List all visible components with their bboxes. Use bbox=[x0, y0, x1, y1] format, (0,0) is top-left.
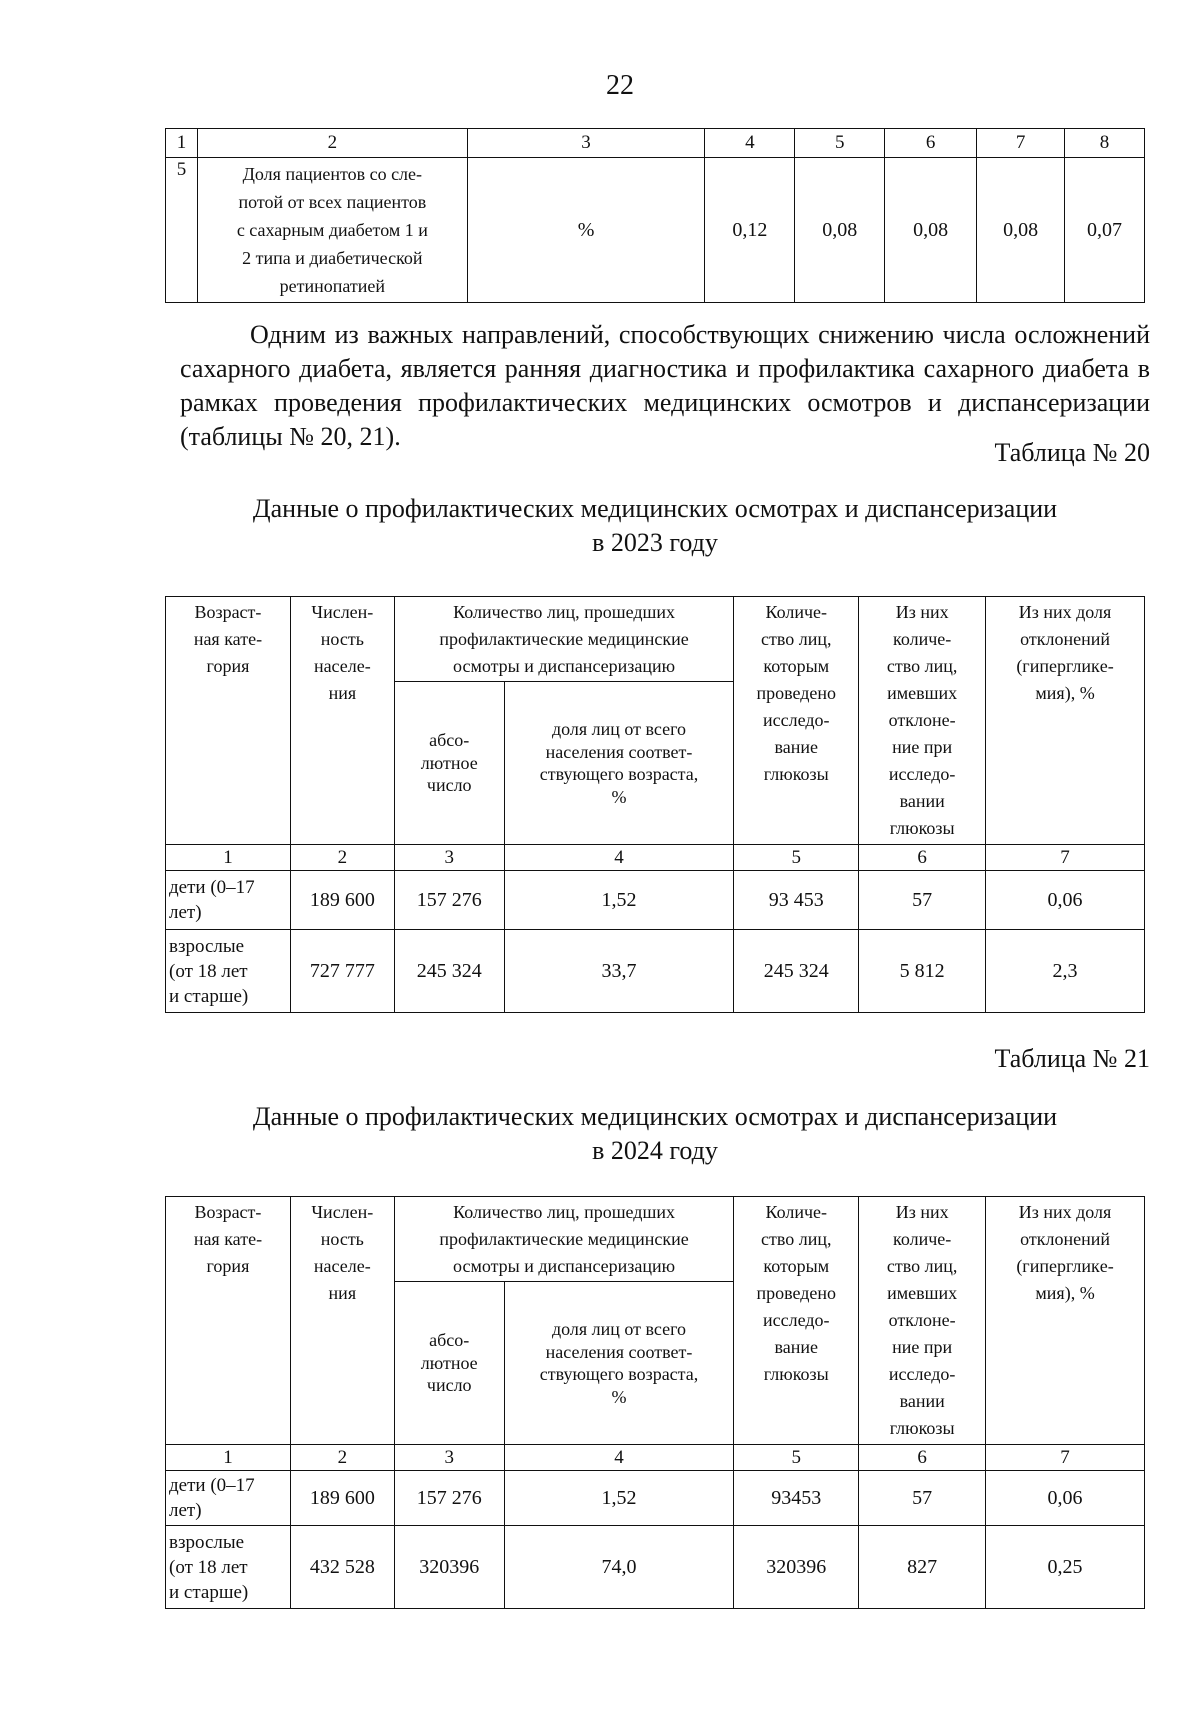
value-cell: 245 324 bbox=[734, 930, 859, 1013]
header-cell: 2 bbox=[197, 129, 467, 158]
value-cell: 0,25 bbox=[986, 1526, 1145, 1609]
value-cell: 432 528 bbox=[290, 1526, 394, 1609]
unit-cell: % bbox=[467, 158, 705, 303]
header-examined-group: Количество лиц, прошедших профилактические медицинские осмотры и диспансеризацию bbox=[394, 597, 734, 682]
header-glucose-tested: Количе- ство лиц, которым проведено исследо- вание глюкозы bbox=[734, 1197, 859, 1445]
value-cell: 0,07 bbox=[1065, 158, 1145, 303]
value-cell: 827 bbox=[859, 1526, 986, 1609]
value-cell: 33,7 bbox=[504, 930, 734, 1013]
table-header-row bbox=[166, 129, 1145, 158]
header-cell: 7 bbox=[977, 129, 1065, 158]
header-cell: 8 bbox=[1065, 129, 1145, 158]
value-cell: 5 812 bbox=[859, 930, 986, 1013]
value-cell: 1,52 bbox=[504, 1471, 734, 1526]
table-row bbox=[166, 930, 1145, 1013]
header-share-of-population: доля лиц от всего населения соответ- ствующего возраста, % bbox=[504, 682, 734, 845]
header-cell: 3 bbox=[467, 129, 705, 158]
header-share-of-population: доля лиц от всего населения соответ- ствующего возраста, % bbox=[504, 1282, 734, 1445]
header-absolute-number: абсо- лютное число bbox=[394, 1282, 504, 1445]
header-population: Числен- ность населе- ния bbox=[290, 1197, 394, 1445]
header-cell: 4 bbox=[705, 129, 795, 158]
table-row bbox=[166, 1471, 1145, 1526]
text-line: ретинопатией bbox=[279, 276, 386, 296]
table-21-caption: Таблица № 21 bbox=[994, 1044, 1150, 1073]
row-number: 5 bbox=[166, 158, 198, 303]
value-cell: 74,0 bbox=[504, 1526, 734, 1609]
header-deviations-count: Из них количе- ство лиц, имевших отклоне- ние при исследо- вании глюкозы bbox=[859, 1197, 986, 1445]
header-deviations-count: Из них количе- ство лиц, имевших отклоне- ние при исследо- вании глюкозы bbox=[859, 597, 986, 845]
value-cell: 57 bbox=[859, 1471, 986, 1526]
header-absolute-number: абсо- лютное число bbox=[394, 682, 504, 845]
value-cell: 320396 bbox=[734, 1526, 859, 1609]
header-age-category: Возраст- ная кате- гория bbox=[166, 597, 291, 845]
header-deviations-share: Из них доля отклонений (гипергликe- мия), % bbox=[986, 1197, 1145, 1445]
value-cell: 93453 bbox=[734, 1471, 859, 1526]
column-number-row: 1 2 3 4 5 6 7 bbox=[166, 1445, 1145, 1471]
table-row bbox=[166, 871, 1145, 930]
value-cell: 157 276 bbox=[394, 871, 504, 930]
body-paragraph bbox=[180, 318, 1150, 454]
value-cell: 0,06 bbox=[986, 871, 1145, 930]
table-20-title bbox=[165, 492, 1145, 560]
value-cell: 189 600 bbox=[290, 871, 394, 930]
header-cell: 6 bbox=[885, 129, 977, 158]
age-category-cell: дети (0–17 лет) bbox=[166, 871, 291, 930]
header-glucose-tested: Количе- ство лиц, которым проведено исследо- вание глюкозы bbox=[734, 597, 859, 845]
title-line: в 2023 году bbox=[592, 528, 718, 557]
age-category-cell: взрослые (от 18 лет и старше) bbox=[166, 930, 291, 1013]
table-row bbox=[166, 1526, 1145, 1609]
column-number-row: 1 2 3 4 5 6 7 bbox=[166, 845, 1145, 871]
header-cell: 5 bbox=[795, 129, 885, 158]
value-cell: 0,08 bbox=[795, 158, 885, 303]
page-number: 22 bbox=[606, 70, 634, 101]
value-cell: 57 bbox=[859, 871, 986, 930]
continuation-table bbox=[165, 128, 1145, 303]
header-population: Числен- ность населе- ния bbox=[290, 597, 394, 845]
value-cell: 157 276 bbox=[394, 1471, 504, 1526]
table-row bbox=[166, 158, 1145, 303]
title-line: в 2024 году bbox=[592, 1136, 718, 1165]
text-line: потой от всех пациентов bbox=[238, 192, 427, 212]
value-cell: 2,3 bbox=[986, 930, 1145, 1013]
text-line: Доля пациентов со сле- bbox=[242, 164, 423, 184]
text-line: с сахарным диабетом 1 и bbox=[236, 220, 428, 240]
title-line: Данные о профилактических медицинских осмотрах и диспансеризации bbox=[252, 494, 1058, 523]
value-cell: 0,08 bbox=[885, 158, 977, 303]
table-21 bbox=[165, 1196, 1145, 1609]
table-20-caption: Таблица № 20 bbox=[994, 438, 1150, 467]
table-20 bbox=[165, 596, 1145, 1013]
text-line: 2 типа и диабетической bbox=[242, 248, 423, 268]
header-age-category: Возраст- ная кате- гория bbox=[166, 1197, 291, 1445]
paragraph-text: Одним из важных направлений, способствующих снижению числа осложнений сахарного диабета, является ранняя диагностика и профилактика сахарного диабета в рамках проведения профилактических медицинских осмотров и диспансеризации (таблицы № 20, 21). bbox=[180, 320, 1150, 451]
age-category-cell: взрослые (от 18 лет и старше) bbox=[166, 1526, 291, 1609]
value-cell: 727 777 bbox=[290, 930, 394, 1013]
value-cell: 93 453 bbox=[734, 871, 859, 930]
value-cell: 0,06 bbox=[986, 1471, 1145, 1526]
age-category-cell: дети (0–17 лет) bbox=[166, 1471, 291, 1526]
indicator-description bbox=[197, 158, 467, 303]
title-line: Данные о профилактических медицинских осмотрах и диспансеризации bbox=[252, 1102, 1058, 1131]
value-cell: 320396 bbox=[394, 1526, 504, 1609]
value-cell: 245 324 bbox=[394, 930, 504, 1013]
header-cell: 1 bbox=[166, 129, 198, 158]
header-examined-group: Количество лиц, прошедших профилактические медицинские осмотры и диспансеризацию bbox=[394, 1197, 734, 1282]
value-cell: 1,52 bbox=[504, 871, 734, 930]
value-cell: 0,12 bbox=[705, 158, 795, 303]
header-deviations-share: Из них доля отклонений (гипергликe- мия), % bbox=[986, 597, 1145, 845]
value-cell: 0,08 bbox=[977, 158, 1065, 303]
value-cell: 189 600 bbox=[290, 1471, 394, 1526]
table-21-title bbox=[165, 1100, 1145, 1168]
